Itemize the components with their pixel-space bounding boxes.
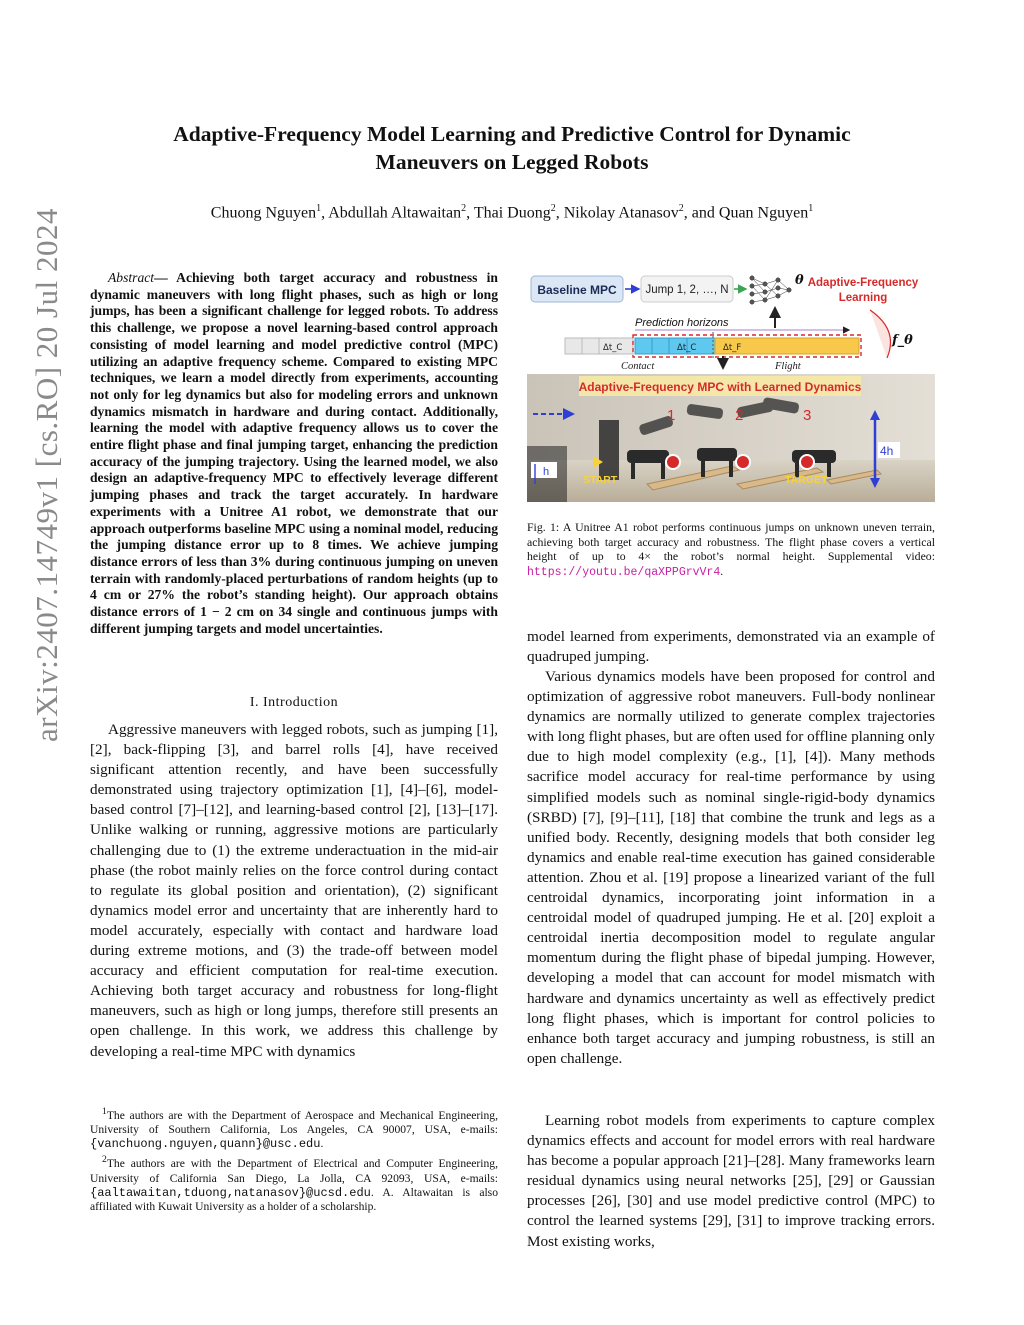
author-list bbox=[100, 203, 924, 222]
author-affiliation: 1 bbox=[808, 203, 814, 214]
footnote-1 bbox=[90, 1105, 498, 1151]
start-label: START bbox=[583, 474, 618, 486]
dtc-label: Δt_C bbox=[677, 343, 697, 353]
intro-paragraph-3: Learning robot models from experiments to capture complex dynamics effects and account for model errors with real hardware has become a popular approach [21]–[28]. Many frameworks learn residual dynamics using neural networks [25], [29] or Gaussian processes [26], [30] and use model predictive control (MPC) to control the learned systems [29], [31] to improve tracking errors. Most existing works, bbox=[527, 1112, 935, 1250]
footnote-email: {aaltawaitan,tduong,natanasov}@ucsd.edu bbox=[90, 1185, 371, 1200]
footnote-end: . A. Altawaitan is also affiliated with Kuwait University as a holder of a scholarship. bbox=[90, 1185, 498, 1213]
contact-label: Contact bbox=[621, 361, 655, 372]
jump-number: 2 bbox=[735, 407, 744, 424]
abstract-label: Abstract bbox=[108, 270, 155, 285]
jumps-label: Jump 1, 2, …, N bbox=[645, 284, 729, 296]
author-name: Nikolay Atanasov bbox=[563, 204, 679, 222]
author-separator: , bbox=[321, 204, 329, 222]
author-separator: , and bbox=[683, 204, 719, 222]
neural-network-icon bbox=[750, 276, 791, 304]
target-label: TARGET bbox=[785, 474, 828, 486]
author-name: Quan Nguyen bbox=[718, 204, 809, 222]
caption-text: Fig. 1: A Unitree A1 robot performs continuous jumps on unknown uneven terrain, achieving both target accuracy and robustness. The flight phase covers a vertical height of up to 4× the robot’s normal height. Supplemental video: bbox=[527, 520, 935, 564]
intro-paragraph-1-continued: model learned from experiments, demonstrated via an example of quadruped jumping. bbox=[527, 628, 935, 666]
paper-title: Adaptive-Frequency Model Learning and Predictive Control for Dynamic Maneuvers on Legged Robots bbox=[173, 122, 851, 174]
arxiv-identifier: arXiv:2407.14749v1 [cs.RO] 20 Jul 2024 bbox=[29, 208, 64, 742]
footnotes bbox=[90, 1105, 498, 1216]
h-label: h bbox=[543, 466, 550, 478]
abstract bbox=[90, 270, 498, 637]
4h-label: 4h bbox=[880, 444, 894, 458]
author-affiliation: 2 bbox=[461, 203, 467, 214]
footnote-end: . bbox=[320, 1137, 324, 1151]
footnote-mark: 1 bbox=[102, 1106, 107, 1117]
author-separator: , bbox=[466, 204, 474, 222]
footnote-mark: 2 bbox=[102, 1154, 107, 1166]
author-affiliation: 2 bbox=[678, 203, 684, 214]
supplemental-video-link[interactable]: https://youtu.be/qaXPPGrvVr4 bbox=[527, 565, 721, 579]
afl-label-line2: Learning bbox=[838, 292, 888, 304]
author-name: Abdullah Altawaitan bbox=[328, 204, 462, 222]
author-affiliation: 1 bbox=[316, 203, 322, 214]
dtf-label: Δt_F bbox=[723, 343, 742, 353]
prediction-horizons-label: Prediction horizons bbox=[635, 317, 729, 329]
footnote-text: The authors are with the Department of Aerospace and Mechanical Engineering, University of Southern California, Los Angeles, CA 90007, USA, e-mails: bbox=[90, 1108, 498, 1137]
author-affiliation: 2 bbox=[550, 203, 556, 214]
f-theta-label: f_θ bbox=[892, 333, 913, 348]
abstract-text: — Achieving both target accuracy and robustness in dynamic maneuvers with long flight phases, such as high or long jumps, has been a significant challenge for legged robots. To address this challenge, we propose a novel learning-based control approach consisting of model learning and model predictive control (MPC) utilizing an adaptive frequency scheme. Compared to existing MPC techniques, we learn a model directly from experiments, accounting not only for leg dynamics but also for modeling errors and unknown dynamics mismatch in hardware and during contact. Additionally, learning the model with adaptive frequency allows us to cover the entire flight phase and final jumping target, enhancing the prediction accuracy of the jumping trajectory. Using the learned model, we also design an adaptive-frequency MPC to effectively leverage different jumping phases and track the target accurately. In hardware experiments with a Unitree A1 robot, we demonstrate that our approach outperforms baseline MPC using a nominal model, reducing the jumping distance error up to 8 times. We achieve jumping distance errors of less than 3% during continuous jumping on uneven terrain with randomly-placed perturbations of random heights (up to 4 cm or 27% the robot’s standing height). Our approach obtains distance errors of 1 − 2 cm on 34 single and continuous jumps with different jumping targets and model uncertainties. bbox=[90, 270, 498, 636]
curved-arrow-icon bbox=[870, 310, 891, 358]
jump-number: 1 bbox=[667, 407, 676, 424]
caption-end: . bbox=[720, 563, 724, 578]
author-separator: , bbox=[555, 204, 564, 222]
theta-symbol: θ bbox=[795, 273, 804, 288]
footnote-email: {vanchuong.nguyen,quann}@usc.edu bbox=[90, 1137, 321, 1152]
figure-1 bbox=[527, 270, 935, 502]
afl-label-line1: Adaptive-Frequency bbox=[807, 277, 919, 289]
footnote-2 bbox=[90, 1153, 498, 1214]
flight-label: Flight bbox=[775, 361, 801, 372]
afmpc-label: Adaptive-Frequency MPC with Learned Dynamics bbox=[578, 380, 862, 394]
author-name: Thai Duong bbox=[473, 204, 551, 222]
jump-number: 3 bbox=[803, 407, 812, 424]
author-name: Chuong Nguyen bbox=[210, 204, 317, 222]
photo-object bbox=[599, 420, 619, 480]
figure-1-caption bbox=[527, 520, 935, 580]
intro-paragraph-1: Aggressive maneuvers with legged robots, such as jumping [1], [2], back-flipping [3], and barrel rolls [4], have received significant attention recently, and have been successfully demonstrated using trajectory optimization [1], [4]–[6], model-based control [7]–[12], and learning-based control [2], [13]–[17]. Unlike walking or running, aggressive motions are particularly challenging due to (1) the extreme underactuation in the mid-air phase (the robot mainly relies on the force control during contact to regulate its global position and orientation), (2) significant dynamics model error and uncertainty that are inherently hard to model accurately, especially with contact and hardware load during extreme motions, and (3) the trade-off between model accuracy and efficient computation for real-time execution. Achieving both target accuracy and robustness for long-flight maneuvers, such as high or long jumps, therefore still presents an open challenge. In this work, we address this challenge by developing a real-time MPC with dynamics bbox=[90, 721, 498, 1060]
section-heading-introduction: I. Introduction bbox=[249, 695, 339, 710]
intro-paragraph-2: Various dynamics models have been proposed for control and optimization of aggressive robot maneuvers. Full-body nonlinear dynamics are normally utilized to generate complex trajectories with long flight phases, but are often used for offline planning only due to high model complexity (e.g., [1], [4]). Many methods sacrifice model accuracy for real-time performance by using simplified models such as nominal single-rigid-body dynamics (SRBD) [7], [9]–[11], [18] that combine the trunk and legs as a unified body. Recently, designing models that both consider leg dynamics and enable real-time execution has gained considerable attention. Zhou et al. [19] propose a linearized variant of the full centroidal dynamics, incorporating joint information in a centroidal model of quadruped jumping. He et al. [20] exploit a centroidal inertia decomposition model to regulate angular momentum during the flight phase of bipedal jumping. However, developing a model that can account for model mismatch with hardware and dynamics uncertainty as well as effectively predict long flight phases, which is important for control policies to enhance both target accuracy and jumping robustness, is still an open challenge. bbox=[527, 668, 936, 1067]
dtc-label: Δt_C bbox=[603, 343, 623, 353]
baseline-mpc-label: Baseline MPC bbox=[537, 283, 617, 297]
footnote-text: The authors are with the Department of Electrical and Computer Engineering, University of California San Diego, La Jolla, CA 92093, USA, e-mails: bbox=[90, 1157, 498, 1185]
timeline-contact bbox=[635, 338, 715, 354]
